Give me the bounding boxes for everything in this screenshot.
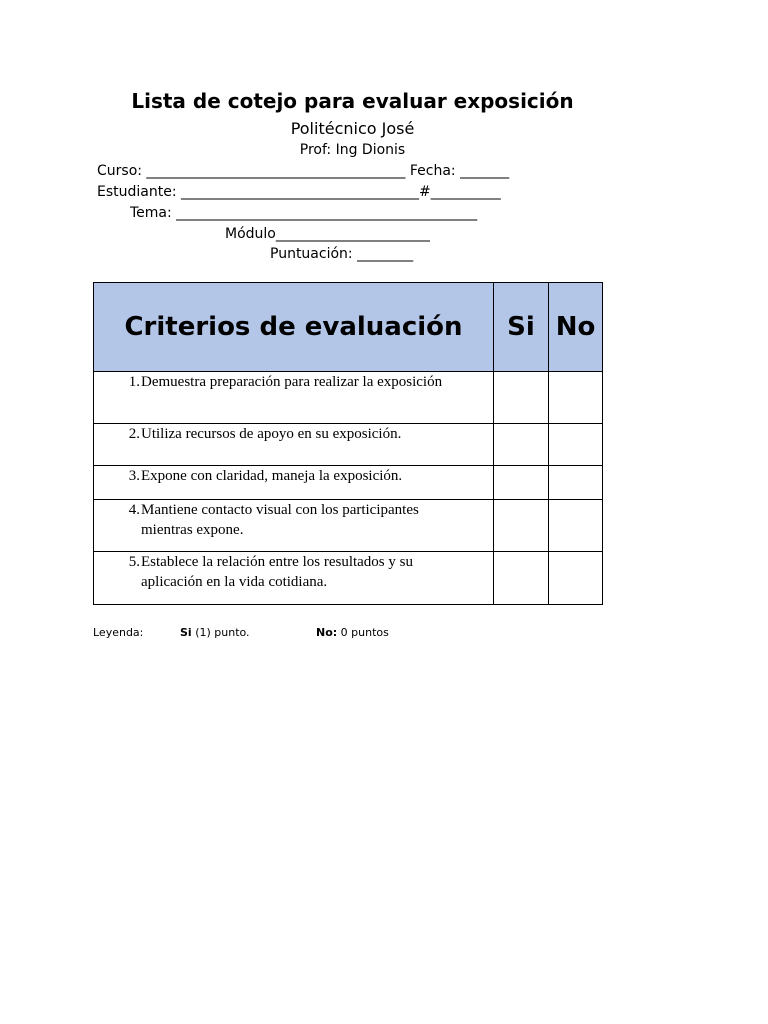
no-checkbox-cell[interactable] [549,466,603,500]
school-name: Politécnico José [290,119,415,138]
si-header: Si [494,283,549,372]
table-header-row [94,283,603,372]
criterion-text: Expone con claridad, maneja la exposición. [141,468,403,484]
criterion-number: 3. [128,468,140,484]
table-row [94,372,603,424]
no-checkbox-cell[interactable] [549,552,603,605]
criterion-number: 1. [128,374,140,390]
table-row [94,424,603,466]
si-checkbox-cell[interactable] [494,466,549,500]
criterion-text: Utiliza recursos de apoyo en su exposición. [141,426,402,442]
criterion-cell [94,466,494,500]
criterion-cell [94,372,494,424]
legend-si [180,626,250,639]
legend-no-text: 0 puntos [337,626,389,639]
legend-no-bold: No: [316,626,338,639]
no-checkbox-cell[interactable] [549,424,603,466]
no-header: No [549,283,603,372]
criterion-text: aplicación en la vida cotidiana. [141,574,328,590]
si-checkbox-cell[interactable] [494,372,549,424]
criterion-cell [94,424,494,466]
table-row [94,466,603,500]
criterion-number: 2. [128,426,140,442]
puntuacion-field: Puntuación: ________ [270,246,414,262]
no-checkbox-cell[interactable] [549,372,603,424]
professor-name: Prof: Ing Dionis [299,142,406,158]
criterion-cell [94,500,494,552]
criterion-number: 4. [128,502,140,518]
curso-fecha-field: Curso: _____________________________________ Fecha: _______ [97,163,510,179]
criterion-text: Mantiene contacto visual con los participantes [141,502,419,518]
criterion-text: mientras expone. [141,522,244,538]
legend-label: Leyenda: [93,626,144,639]
estudiante-field: Estudiante: __________________________________#__________ [97,184,501,200]
criteria-table [93,282,603,605]
tema-field: Tema: ___________________________________________ [130,205,478,221]
criteria-header: Criterios de evaluación [94,283,494,372]
criterion-cell [94,552,494,605]
table-row [94,500,603,552]
modulo-field: Módulo______________________ [225,226,430,242]
criterion-text: Demuestra preparación para realizar la exposición [141,374,443,390]
si-checkbox-cell[interactable] [494,500,549,552]
no-checkbox-cell[interactable] [549,500,603,552]
legend-no [316,626,389,639]
criterion-number: 5. [128,554,140,570]
legend [93,626,389,678]
document-title: Lista de cotejo para evaluar exposición [131,89,574,113]
si-checkbox-cell[interactable] [494,552,549,605]
si-checkbox-cell[interactable] [494,424,549,466]
criterion-text: Establece la relación entre los resultados y su [141,554,413,570]
table-row [94,552,603,605]
legend-si-bold: Si [180,626,192,639]
legend-si-text: (1) punto. [191,626,250,639]
